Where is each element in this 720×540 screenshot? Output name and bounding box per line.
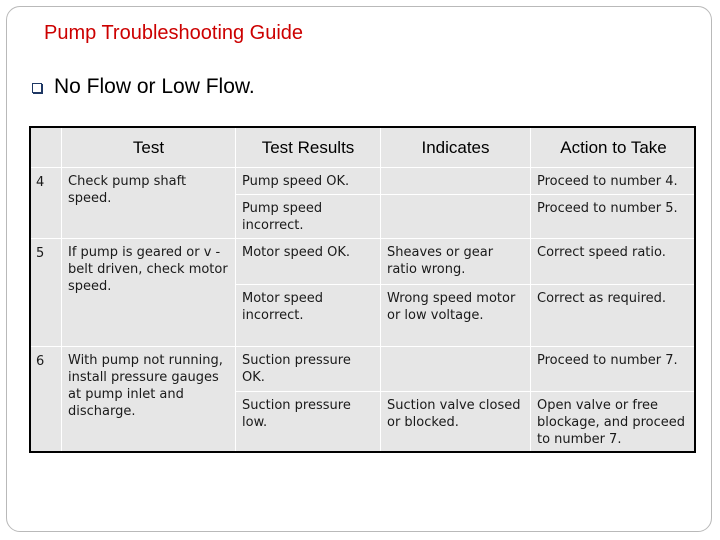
result-cell: Suction pressure low. [236, 392, 381, 453]
troubleshooting-table [29, 126, 697, 453]
section-heading [32, 73, 255, 101]
section-heading-text: No Flow or Low Flow. [54, 75, 255, 98]
header-action: Action to Take [531, 127, 697, 168]
action-cell: Open valve or free blockage, and proceed to number 7. [531, 392, 697, 453]
indicates-cell [381, 168, 531, 195]
table-header-row [30, 127, 697, 168]
result-cell: Motor speed incorrect. [236, 285, 381, 347]
page-title: Pump Troubleshooting Guide [44, 22, 304, 44]
indicates-cell: Sheaves or gear ratio wrong. [381, 239, 531, 285]
row-number: 5 [30, 239, 62, 347]
header-test-results: Test Results [236, 127, 381, 168]
action-cell: Proceed to number 5. [531, 195, 697, 239]
table-row [30, 347, 697, 392]
indicates-cell: Suction valve closed or blocked. [381, 392, 531, 453]
result-cell: Motor speed OK. [236, 239, 381, 285]
result-cell: Suction pressure OK. [236, 347, 381, 392]
action-cell: Correct as required. [531, 285, 697, 347]
indicates-cell: Wrong speed motor or low voltage. [381, 285, 531, 347]
action-cell: Correct speed ratio. [531, 239, 697, 285]
test-cell: Check pump shaft speed. [62, 168, 236, 239]
indicates-cell [381, 347, 531, 392]
result-cell: Pump speed OK. [236, 168, 381, 195]
indicates-cell [381, 195, 531, 239]
header-number [30, 127, 62, 168]
action-cell: Proceed to number 7. [531, 347, 697, 392]
table-row [30, 239, 697, 285]
row-number: 4 [30, 168, 62, 239]
header-indicates: Indicates [381, 127, 531, 168]
test-cell: If pump is geared or v -belt driven, check motor speed. [62, 239, 236, 347]
result-cell: Pump speed incorrect. [236, 195, 381, 239]
test-cell: With pump not running, install pressure gauges at pump inlet and discharge. [62, 347, 236, 453]
table-row [30, 168, 697, 195]
header-test: Test [62, 127, 236, 168]
action-cell: Proceed to number 4. [531, 168, 697, 195]
checkbox-bullet-icon [32, 83, 42, 93]
row-number: 6 [30, 347, 62, 453]
